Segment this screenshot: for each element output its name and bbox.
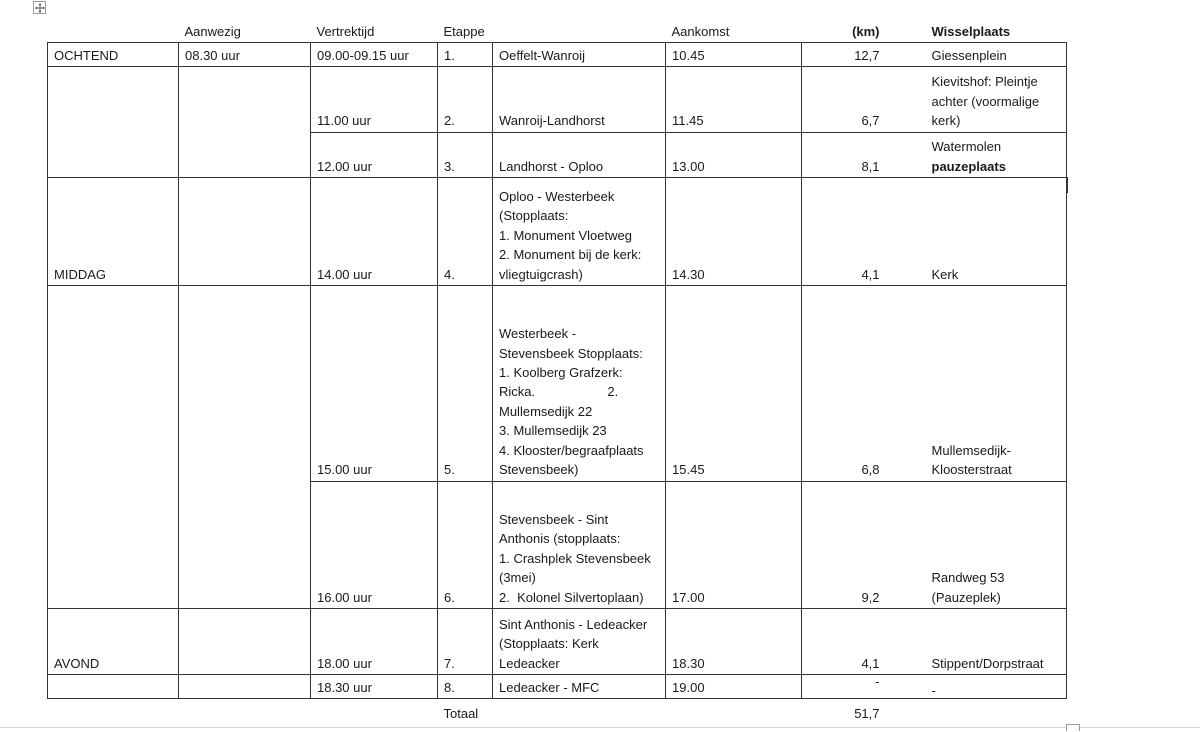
header-vertrektijd: Vertrektijd — [316, 23, 375, 39]
stage-num-cell[interactable]: 6. — [438, 481, 493, 609]
table-move-handle-icon[interactable] — [33, 1, 46, 14]
schedule-table — [47, 19, 1067, 724]
header-aankomst: Aankomst — [671, 23, 730, 39]
stage-num-cell[interactable]: 2. — [438, 67, 493, 133]
arrive-cell[interactable]: 11.45 — [666, 67, 802, 133]
change-cell[interactable]: Stippent/Dorpstraat — [926, 609, 1067, 675]
stage-num-cell[interactable]: 7. — [438, 609, 493, 675]
present-cell[interactable] — [179, 67, 311, 133]
stage-num-cell[interactable]: 5. — [438, 286, 493, 482]
period-cell[interactable] — [48, 67, 179, 133]
totals-km: 51,7 — [854, 705, 880, 721]
period-cell[interactable] — [48, 675, 179, 699]
stage-num-cell[interactable]: 4. — [438, 178, 493, 286]
change-text: Watermolen — [931, 139, 1002, 155]
km-cell[interactable]: - — [802, 675, 926, 699]
arrive-cell[interactable]: 13.00 — [666, 132, 802, 178]
stage-num-cell[interactable]: 3. — [438, 132, 493, 178]
period-cell[interactable] — [48, 286, 179, 482]
change-cell[interactable]: - — [926, 675, 1067, 699]
km-cell[interactable]: 9,2 — [802, 481, 926, 609]
change-cell[interactable] — [926, 132, 1067, 178]
period-cell[interactable]: AVOND — [48, 609, 179, 675]
present-cell[interactable] — [179, 609, 311, 675]
header-aanwezig: Aanwezig — [184, 23, 241, 39]
pause-label: pauzeplaats — [931, 158, 1006, 174]
arrive-cell[interactable]: 15.45 — [666, 286, 802, 482]
period-cell[interactable] — [48, 132, 179, 178]
present-cell[interactable] — [179, 178, 311, 286]
depart-cell[interactable]: 18.30 uur — [311, 675, 438, 699]
page-bottom-border — [0, 727, 1200, 728]
depart-cell[interactable]: 11.00 uur — [311, 67, 438, 133]
header-row — [48, 19, 1067, 43]
present-cell[interactable] — [179, 132, 311, 178]
change-cell[interactable]: Mullemsedijk- Kloosterstraat — [926, 286, 1067, 482]
route-cell[interactable]: Ledeacker - MFC — [493, 675, 666, 699]
header-empty — [48, 19, 179, 43]
table-row — [48, 43, 1067, 67]
table-row — [48, 178, 1067, 286]
table-resize-handle-icon[interactable] — [1066, 724, 1080, 731]
arrive-cell[interactable]: 17.00 — [666, 481, 802, 609]
period-cell[interactable] — [48, 481, 179, 609]
route-cell[interactable]: Oeffelt-Wanroij — [493, 43, 666, 67]
header-wisselplaats: Wisselplaats — [931, 23, 1011, 39]
change-cell[interactable]: Randweg 53 (Pauzeplek) — [926, 481, 1067, 609]
route-cell[interactable]: Sint Anthonis - Ledeacker (Stopplaats: Kerk Ledeacker — [493, 609, 666, 675]
totals-row — [48, 699, 1067, 725]
present-cell[interactable] — [179, 675, 311, 699]
change-cell[interactable]: Kerk — [926, 178, 1067, 286]
route-cell[interactable]: Westerbeek - Stevensbeek Stopplaats: 1. Koolberg Grafzerk: Ricka. 2. Mullemsedijk 22 3. Mullemsedijk 23 4. Klooster/begraafplaats Stevensbeek) — [493, 286, 666, 482]
table-row — [48, 481, 1067, 609]
table-row — [48, 675, 1067, 699]
depart-cell[interactable]: 09.00-09.15 uur — [311, 43, 438, 67]
present-cell[interactable] — [179, 481, 311, 609]
depart-cell[interactable]: 18.00 uur — [311, 609, 438, 675]
arrive-cell[interactable]: 19.00 — [666, 675, 802, 699]
depart-cell[interactable]: 16.00 uur — [311, 481, 438, 609]
km-cell[interactable]: 12,7 — [802, 43, 926, 67]
route-cell[interactable]: Oploo - Westerbeek (Stopplaats: 1. Monument Vloetweg 2. Monument bij de kerk: vliegtuigcrash) — [493, 178, 666, 286]
depart-cell[interactable]: 14.00 uur — [311, 178, 438, 286]
km-cell[interactable]: 6,8 — [802, 286, 926, 482]
present-cell[interactable] — [179, 286, 311, 482]
km-cell[interactable]: 4,1 — [802, 609, 926, 675]
km-cell[interactable]: 4,1 — [802, 178, 926, 286]
present-cell[interactable]: 08.30 uur — [179, 43, 311, 67]
header-etappe: Etappe — [443, 23, 485, 39]
table-row — [48, 132, 1067, 178]
depart-cell[interactable]: 15.00 uur — [311, 286, 438, 482]
period-cell[interactable]: OCHTEND — [48, 43, 179, 67]
km-cell[interactable]: 6,7 — [802, 67, 926, 133]
stage-num-cell[interactable]: 8. — [438, 675, 493, 699]
change-cell[interactable]: Kievitshof: Pleintje achter (voormalige kerk) — [926, 67, 1067, 133]
arrive-cell[interactable]: 10.45 — [666, 43, 802, 67]
arrive-cell[interactable]: 18.30 — [666, 609, 802, 675]
route-cell[interactable]: Stevensbeek - Sint Anthonis (stopplaats: 1. Crashplek Stevensbeek (3mei) 2. Kolonel Silvertoplaan) — [493, 481, 666, 609]
stage-num-cell[interactable]: 1. — [438, 43, 493, 67]
route-cell[interactable]: Wanroij-Landhorst — [493, 67, 666, 133]
route-cell[interactable]: Landhorst - Oploo — [493, 132, 666, 178]
text-cursor — [1067, 177, 1068, 193]
period-cell[interactable]: MIDDAG — [48, 178, 179, 286]
depart-cell[interactable]: 12.00 uur — [311, 132, 438, 178]
header-km: (km) — [852, 23, 880, 39]
km-cell[interactable]: 8,1 — [802, 132, 926, 178]
change-cell[interactable]: Giessenplein — [926, 43, 1067, 67]
totals-label: Totaal — [443, 705, 479, 721]
table-row — [48, 609, 1067, 675]
table-row — [48, 67, 1067, 133]
table-row — [48, 286, 1067, 482]
arrive-cell[interactable]: 14.30 — [666, 178, 802, 286]
